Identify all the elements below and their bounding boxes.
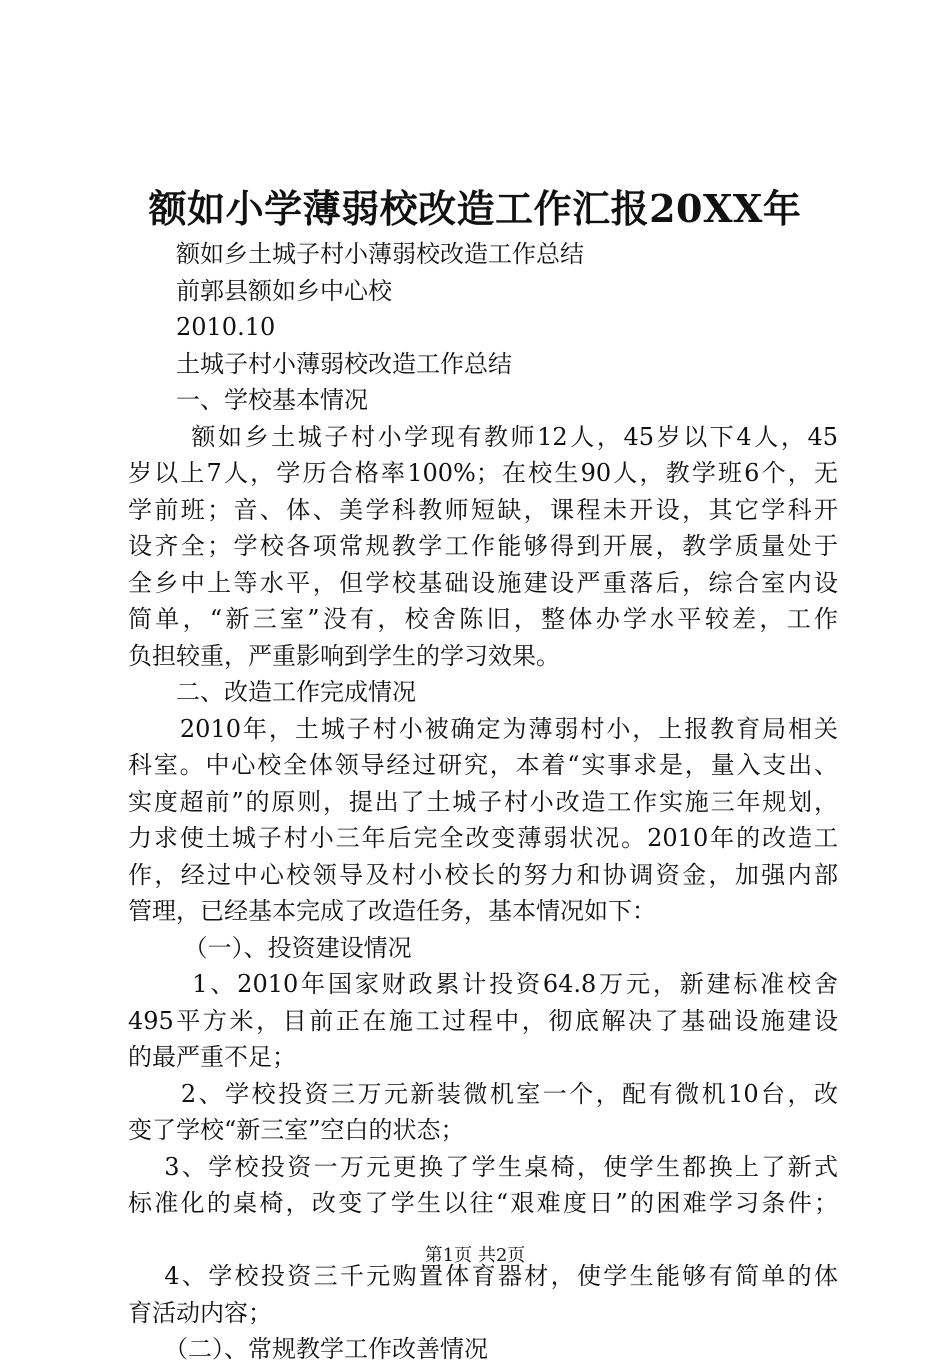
- section-heading: 一、学校基本情况: [128, 386, 368, 414]
- document-body: [128, 236, 838, 1368]
- body-line: 前郭县额如乡中心校: [128, 276, 392, 305]
- body-line: 额如乡土城子村小薄弱校改造工作总结: [128, 240, 584, 268]
- body-line: 土城子村小薄弱校改造工作总结: [128, 349, 512, 378]
- body-line: 育活动内容；: [128, 1298, 272, 1327]
- document-title: 额如小学薄弱校改造工作汇报20XX年: [148, 186, 802, 231]
- body-line: 学前班；音、体、美学科教师短缺，课程未开设，其它学科开: [128, 495, 838, 524]
- body-line: 负担较重，严重影响到学生的学习效果。: [128, 641, 560, 670]
- body-line: 标准化的桌椅，改变了学生以往“艰难度日”的困难学习条件；: [128, 1189, 838, 1217]
- body-line: 变了学校“新三室”空白的状态；: [128, 1116, 465, 1144]
- body-line: 2010年，土城子村小被确定为薄弱村小，上报教育局相关: [128, 714, 838, 743]
- body-line: 简单，“新三室”没有，校舍陈旧，整体办学水平较差，工作: [128, 605, 838, 633]
- body-line: 全乡中上等水平，但学校基础设施建设严重落后，综合室内设: [128, 568, 838, 597]
- body-line: 作，经过中心校领导及村小校长的努力和协调资金，加强内部: [128, 860, 838, 889]
- body-line: 4、学校投资三千元购置体育器材，使学生能够有简单的体: [128, 1262, 838, 1290]
- body-line: 实度超前”的原则，提出了土城子村小改造工作实施三年规划，: [128, 787, 838, 816]
- body-line: 科室。中心校全体领导经过研究，本着“实事求是，量入支出、: [128, 751, 838, 779]
- body-line: 的最严重不足；: [128, 1043, 296, 1071]
- body-line: 3、学校投资一万元更换了学生桌椅，使学生都换上了新式: [128, 1152, 838, 1181]
- body-line: 2、学校投资三万元新装微机室一个，配有微机10台，改: [128, 1079, 838, 1108]
- body-line: 力求使土城子村小三年后完全改变薄弱状况。2010年的改造工: [128, 824, 838, 852]
- body-line: 495平方米，目前正在施工过程中，彻底解决了基础设施建设: [128, 1006, 838, 1035]
- body-line: 额如乡土城子村小学现有教师12人，45岁以下4人，45: [128, 422, 838, 451]
- body-line: 管理，已经基本完成了改造任务，基本情况如下：: [128, 897, 656, 925]
- section-heading: 二、改造工作完成情况: [128, 678, 416, 706]
- page-number: 第1页 共2页: [424, 1245, 526, 1266]
- subsection-heading: （二）、常规教学工作改善情况: [128, 1335, 488, 1363]
- subsection-heading: （一）、投资建设情况: [128, 933, 412, 962]
- body-line: 岁以上7人，学历合格率100%；在校生90人，教学班6个，无: [128, 459, 838, 487]
- body-line: 2010.10: [128, 313, 276, 341]
- body-line: 设齐全；学校各项常规教学工作能够得到开展，教学质量处于: [128, 532, 838, 560]
- body-line: 1、2010年国家财政累计投资64.8万元，新建标准校舍: [128, 970, 838, 998]
